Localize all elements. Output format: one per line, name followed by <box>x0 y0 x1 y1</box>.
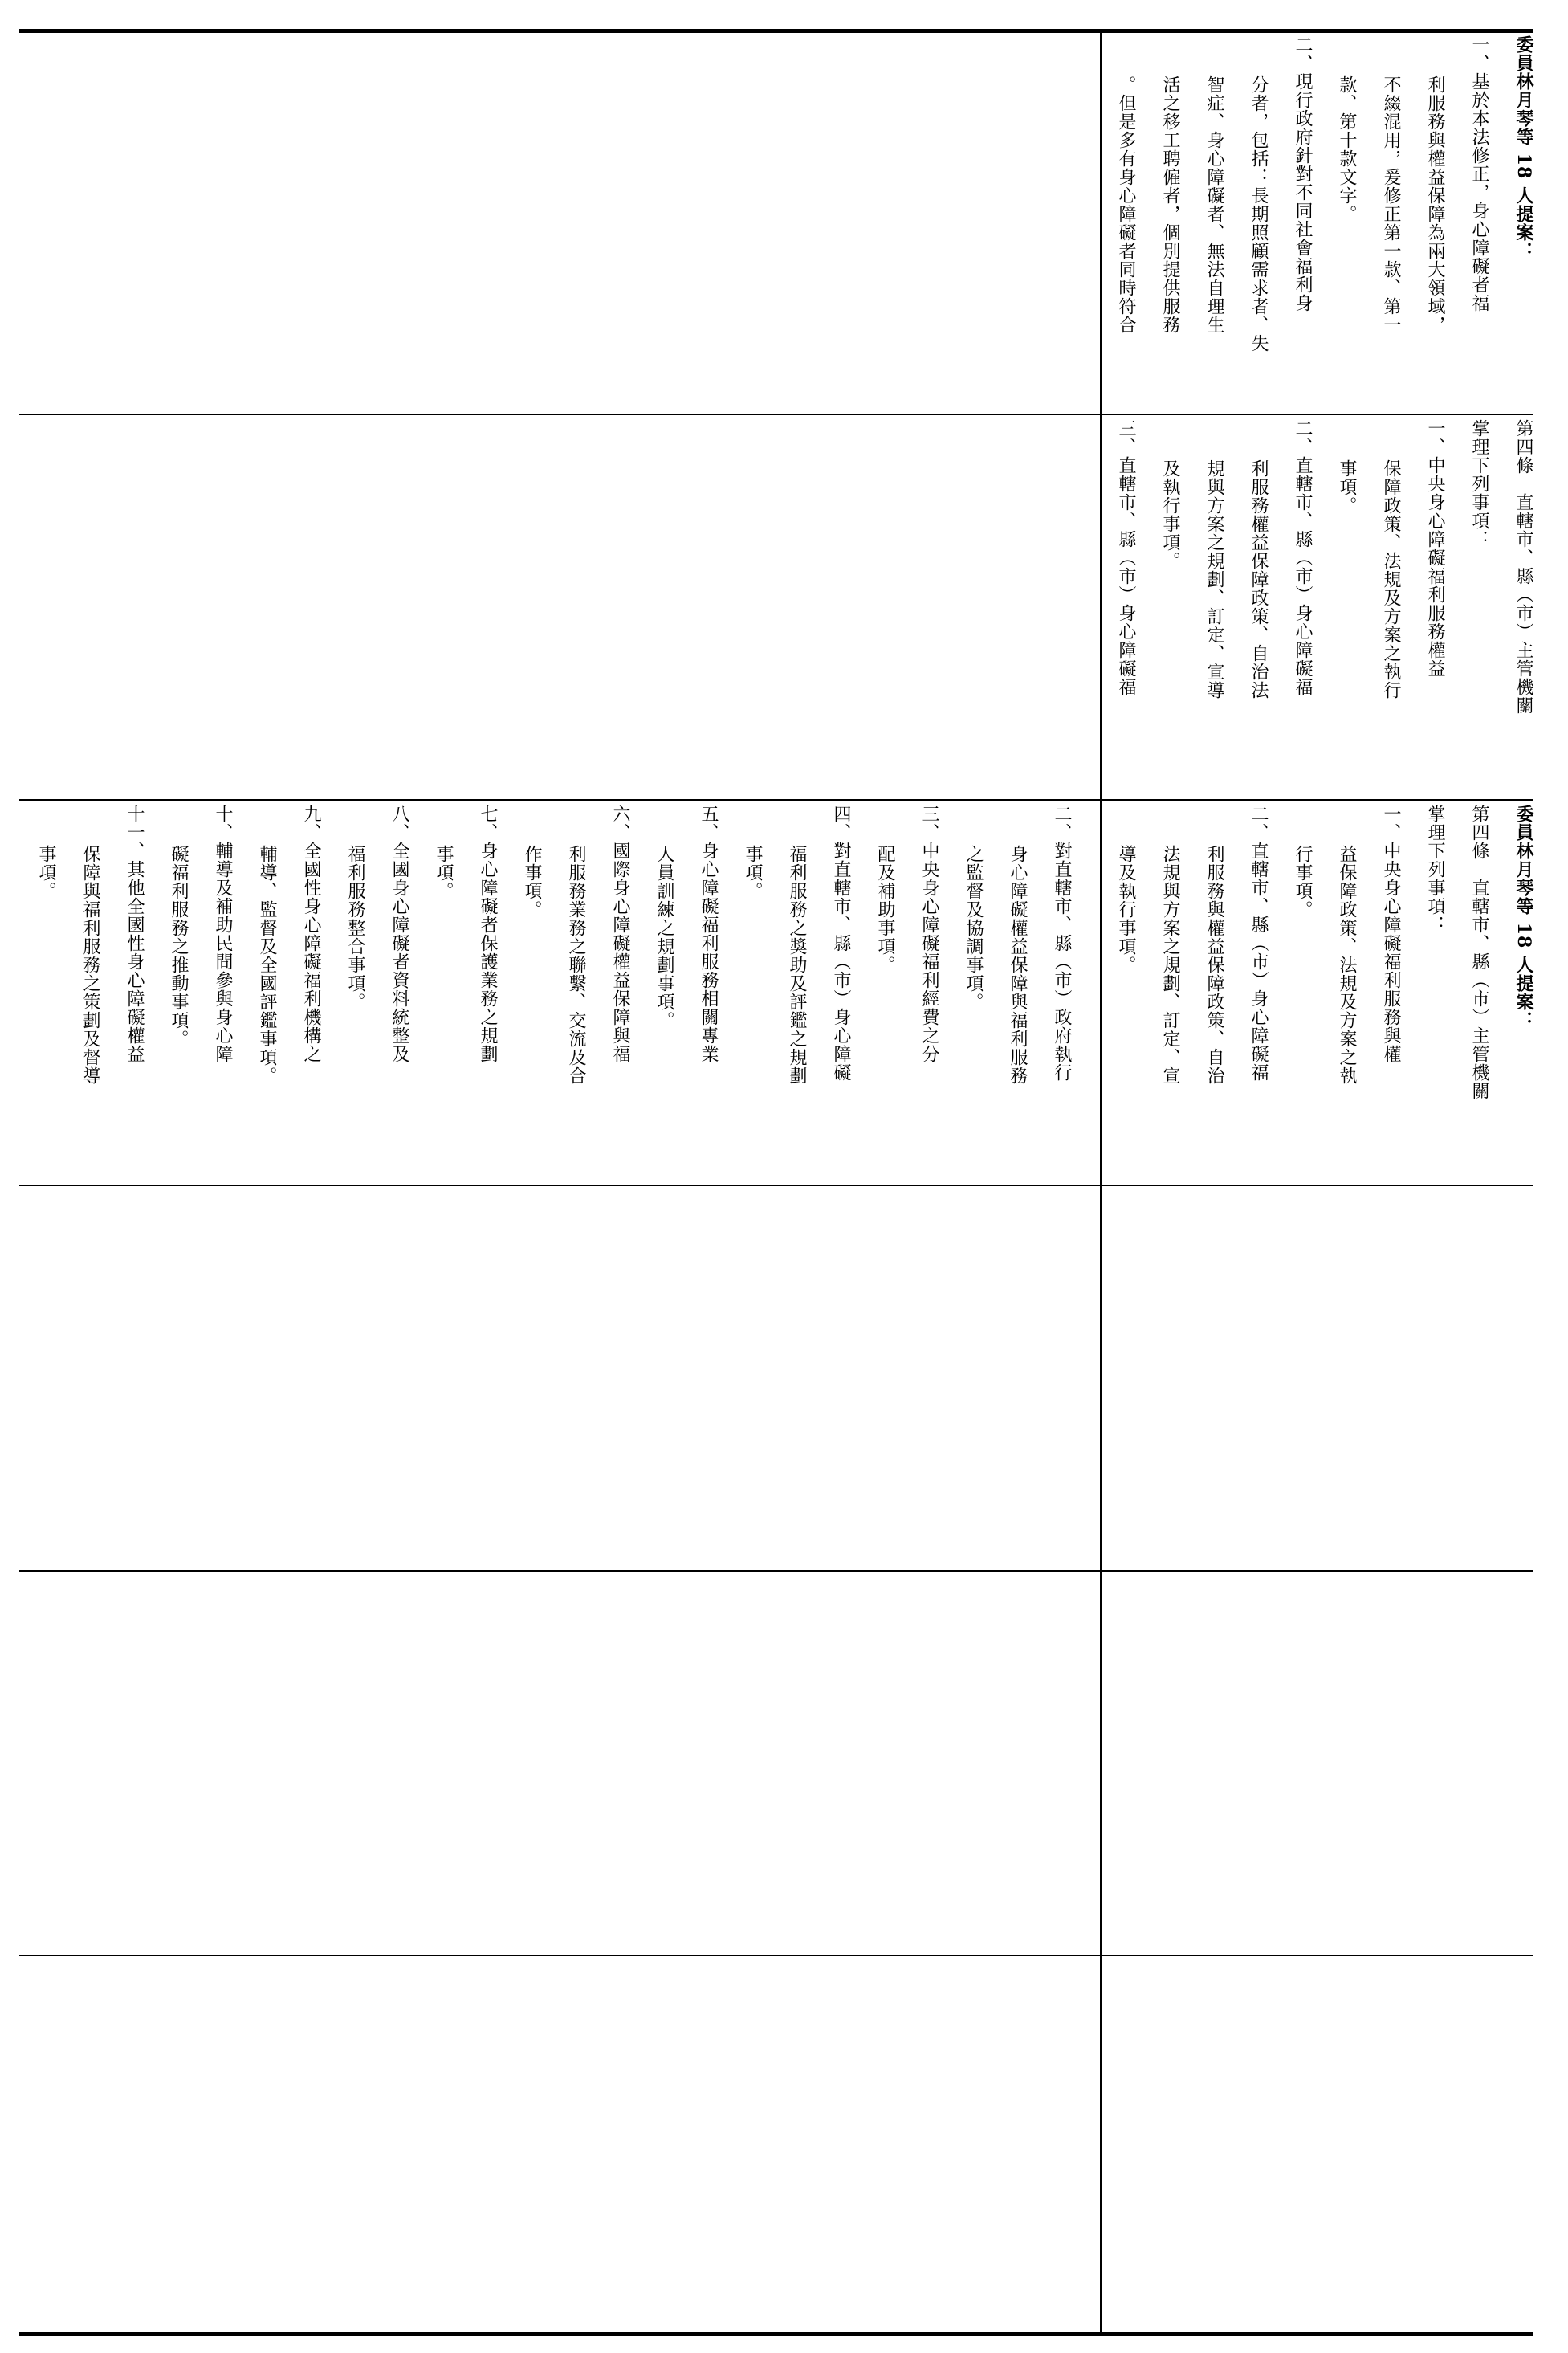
row3-right-text <box>1104 805 1546 1181</box>
row3-left-line: 事項。 <box>743 845 763 900</box>
row3-left-line: 六、國際身心障礙權益保障與福 <box>610 805 630 1063</box>
row1-right-line: 利服務與權益保障為兩大領域， <box>1425 75 1445 334</box>
row1-right-line: 智症、身心障礙者、無法自理生 <box>1204 75 1224 334</box>
row3-left-line: 人員訓練之規劃事項。 <box>654 845 674 1030</box>
row3-left-line: 四、對直轄市、縣（市）身心障礙 <box>831 805 851 1082</box>
row1-right-line: 委員林月琴等 18 人提案： <box>1513 35 1534 260</box>
row3-right-line: 利服務與權益保障政策、自治 <box>1204 845 1224 1085</box>
row3-left-line: 保障與福利服務之策劃及督導 <box>80 845 100 1085</box>
row2-right-line: 三、直轄市、縣（市）身心障礙福 <box>1116 419 1136 696</box>
row1-right-line: 款、第十款文字。 <box>1337 75 1357 223</box>
row3-left-text <box>24 805 1084 1181</box>
row3-left-line: 八、全國身心障礙者資料統整及 <box>389 805 409 1063</box>
row3-left-line: 福利服務之獎助及評鑑之規劃 <box>787 845 807 1085</box>
row2-right-line: 二、直轄市、縣（市）身心障礙福 <box>1293 419 1313 696</box>
row-divider-3 <box>19 1185 1533 1186</box>
row3-right-line: 一、中央身心障礙福利服務與權 <box>1381 805 1401 1063</box>
row2-right-line: 第四條 直轄市、縣（市）主管機關 <box>1513 419 1533 715</box>
row1-right-text <box>1104 35 1546 410</box>
row1-right-line: 。但是多有身心障礙者同時符合 <box>1116 75 1136 334</box>
row5-right-cell <box>1104 1576 1529 1951</box>
row3-right-line: 二、直轄市、縣（市）身心障礙福 <box>1248 805 1269 1082</box>
row3-left-cell <box>24 805 1097 1181</box>
row3-left-line: 十、輔導及補助民間參與身心障 <box>213 805 233 1063</box>
row3-right-line: 行事項。 <box>1293 845 1313 919</box>
row-divider-2 <box>19 799 1533 801</box>
row3-left-line: 輔導、監督及全國評鑑事項。 <box>257 845 277 1085</box>
row3-left-line: 十一、其他全國性身心障礙權益 <box>124 805 145 1063</box>
row3-right-line: 導及執行事項。 <box>1116 845 1136 974</box>
row1-right-line: 一、基於本法修正，身心障礙者福 <box>1469 35 1489 312</box>
row3-left-line: 作事項。 <box>522 845 542 919</box>
row3-left-line: 身心障礙權益保障與福利服務 <box>1008 845 1028 1085</box>
row1-right-cell <box>1104 35 1534 410</box>
row4-left-cell <box>24 1190 1097 1566</box>
row2-right-cell <box>1104 419 1533 795</box>
table-bottom-border <box>19 2332 1533 2336</box>
row2-right-line: 掌理下列事項： <box>1469 419 1489 548</box>
row3-left-line: 利服務業務之聯繫、交流及合 <box>566 845 586 1085</box>
row2-right-line: 保障政策、法規及方案之執行 <box>1381 459 1401 699</box>
row1-right-line: 不綴混用，爰修正第一款、第一 <box>1381 75 1401 334</box>
row3-left-line: 事項。 <box>434 845 454 900</box>
row1-right-line: 活之移工聘僱者，個別提供服務 <box>1160 75 1180 334</box>
row3-left-line: 三、中央身心障礙福利經費之分 <box>919 805 939 1063</box>
row4-right-cell <box>1104 1190 1529 1566</box>
row3-left-line: 九、全國性身心障礙福利機構之 <box>301 805 321 1063</box>
row2-right-line: 及執行事項。 <box>1160 459 1180 570</box>
row3-left-line: 七、身心障礙者保護業務之規劃 <box>478 805 498 1063</box>
row3-left-line: 二、對直轄市、縣（市）政府執行 <box>1052 805 1072 1082</box>
row2-right-line: 事項。 <box>1337 459 1357 515</box>
column-divider <box>1100 29 1102 2332</box>
row-divider-4 <box>19 1570 1533 1572</box>
row3-right-line: 委員林月琴等 18 人提案： <box>1513 805 1534 1030</box>
row2-right-line: 規與方案之規劃、訂定、宣導 <box>1204 459 1224 699</box>
row3-right-line: 法規與方案之規劃、訂定、宣 <box>1160 845 1180 1085</box>
row-divider-1 <box>19 414 1533 415</box>
row2-right-line: 一、中央身心障礙福利服務權益 <box>1425 419 1445 678</box>
row6-left-cell <box>24 1960 1097 2328</box>
row3-left-line: 配及補助事項。 <box>875 845 895 974</box>
row6-right-cell <box>1104 1960 1529 2328</box>
row2-right-text <box>1104 419 1546 795</box>
row3-right-line: 益保障政策、法規及方案之執 <box>1337 845 1357 1085</box>
row5-left-cell <box>24 1576 1097 1951</box>
row3-left-line: 五、身心障礙福利服務相關專業 <box>698 805 719 1063</box>
row3-left-line: 之監督及協調事項。 <box>963 845 984 1011</box>
row3-right-line: 第四條 直轄市、縣（市）主管機關 <box>1469 805 1489 1100</box>
row2-right-line: 利服務權益保障政策、自治法 <box>1248 459 1269 699</box>
row3-left-line: 礙福利服務之推動事項。 <box>169 845 189 1048</box>
row-divider-5 <box>19 1955 1533 1956</box>
row3-right-cell <box>1104 805 1534 1181</box>
row1-right-line: 二、現行政府針對不同社會福利身 <box>1293 35 1313 312</box>
row1-right-line: 分者，包括：長期照顧需求者、失 <box>1248 75 1269 353</box>
table-top-border <box>19 29 1533 33</box>
row3-right-line: 掌理下列事項： <box>1425 805 1445 934</box>
row3-left-line: 福利服務整合事項。 <box>345 845 365 1011</box>
row3-left-line: 事項。 <box>36 845 56 900</box>
